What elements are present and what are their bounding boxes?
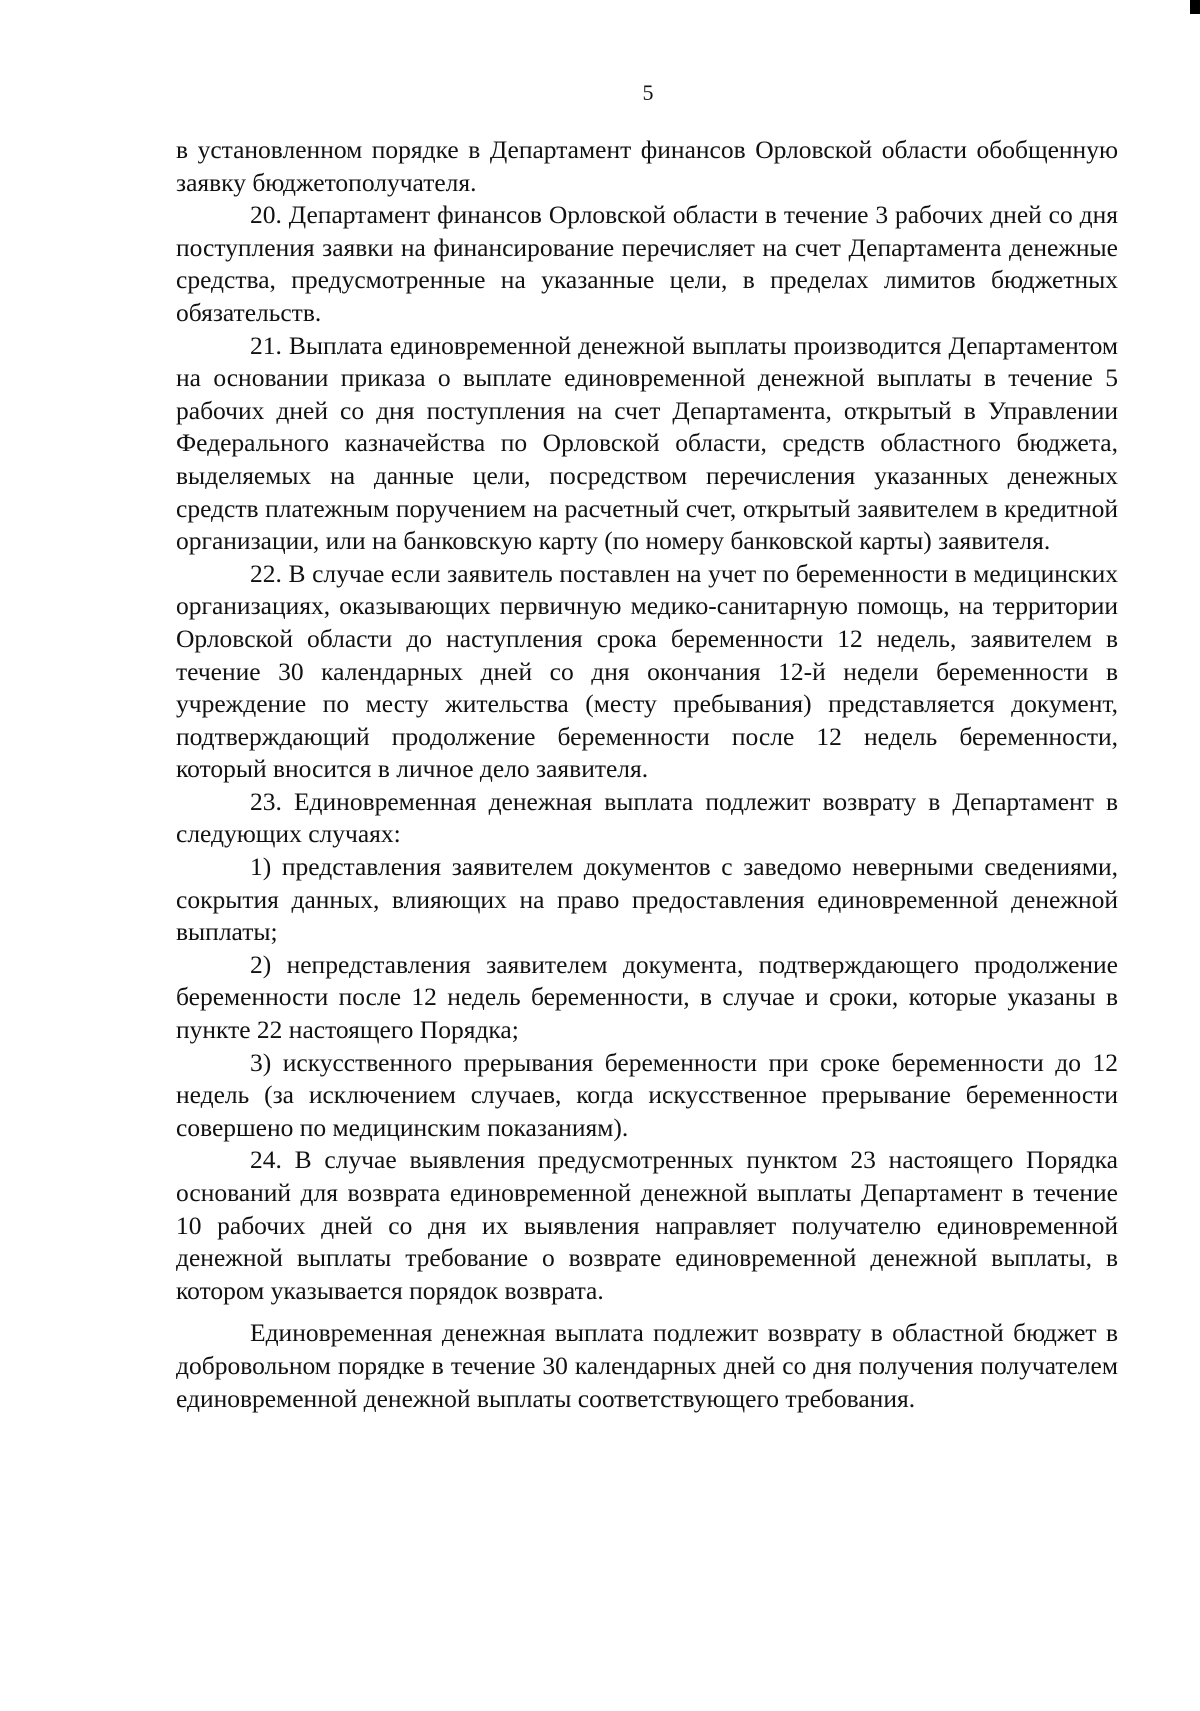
paragraph-item-23-2: 2) непредставления заявителем документа, подтверждающего продолжение беременности после 12 недель беременности, в случае и сроки, которые указаны в пункте 22 настоящего Порядка; [176, 949, 1118, 1045]
paragraph-continuation: в установленном порядке в Департамент финансов Орловской области обобщенную заявку бюджетополучателя. [176, 135, 1118, 197]
paragraph-item-24-continued: Единовременная денежная выплата подлежит возврату в областной бюджет в добровольном порядке в течение 30 календарных дней со дня получения получателем единовременной денежной выплаты соответствующего требования. [176, 1318, 1118, 1413]
paragraph-item-23-1: 1) представления заявителем документов с заведомо неверными сведениями, сокрытия данных, влияющих на право предоставления единовременной денежной выплаты; [176, 852, 1118, 947]
paragraph-item-24: 24. В случае выявления предусмотренных пунктом 23 настоящего Порядка оснований для возврата единовременной денежной выплаты Департамент в течение 10 рабочих дней со дня их выявления направляет получателю единовременной денежной выплаты требование о возврате единовременной денежной выплаты, в котором указывается порядок возврата. [176, 1145, 1118, 1305]
paragraph-item-22: 22. В случае если заявитель поставлен на учет по беременности в медицинских организациях, оказывающих первичную медико-санитарную помощь, на территории Орловской области до наступления срока беременности 12 недель, заявителем в течение 30 календарных дней со дня окончания 12-й недели беременности в учреждение по месту жительства (месту пребывания) представляется документ, подтверждающий продолжение беременности после 12 недель беременности, который вносится в личное дело заявителя. [176, 558, 1118, 784]
document-body [176, 134, 1118, 1415]
page-number: 5 [642, 80, 654, 105]
paragraph-item-21: 21. Выплата единовременной денежной выплаты производится Департаментом на основании приказа о выплате единовременной денежной выплаты в течение 5 рабочих дней со дня поступления на счет Департамента, открытый в Управлении Федерального казначейства по Орловской области, средств областного бюджета, выделяемых на данные цели, посредством перечисления указанных денежных средств платежным поручением на расчетный счет, открытый заявителем в кредитной организации, или на банковскую карту (по номеру банковской карты) заявителя. [176, 330, 1118, 556]
paragraph-item-20: 20. Департамент финансов Орловской области в течение 3 рабочих дней со дня поступления заявки на финансирование перечисляет на счет Департамента денежные средства, предусмотренные на указанные цели, в пределах лимитов бюджетных обязательств. [176, 200, 1118, 327]
scan-edge-mark [1190, 0, 1200, 14]
paragraph-item-23: 23. Единовременная денежная выплата подлежит возврату в Департамент в следующих случаях: [176, 786, 1118, 849]
paragraph-item-23-3: 3) искусственного прерывания беременности при сроке беременности до 12 недель (за исключением случаев, когда искусственное прерывание беременности совершено по медицинским показаниям). [176, 1047, 1118, 1142]
